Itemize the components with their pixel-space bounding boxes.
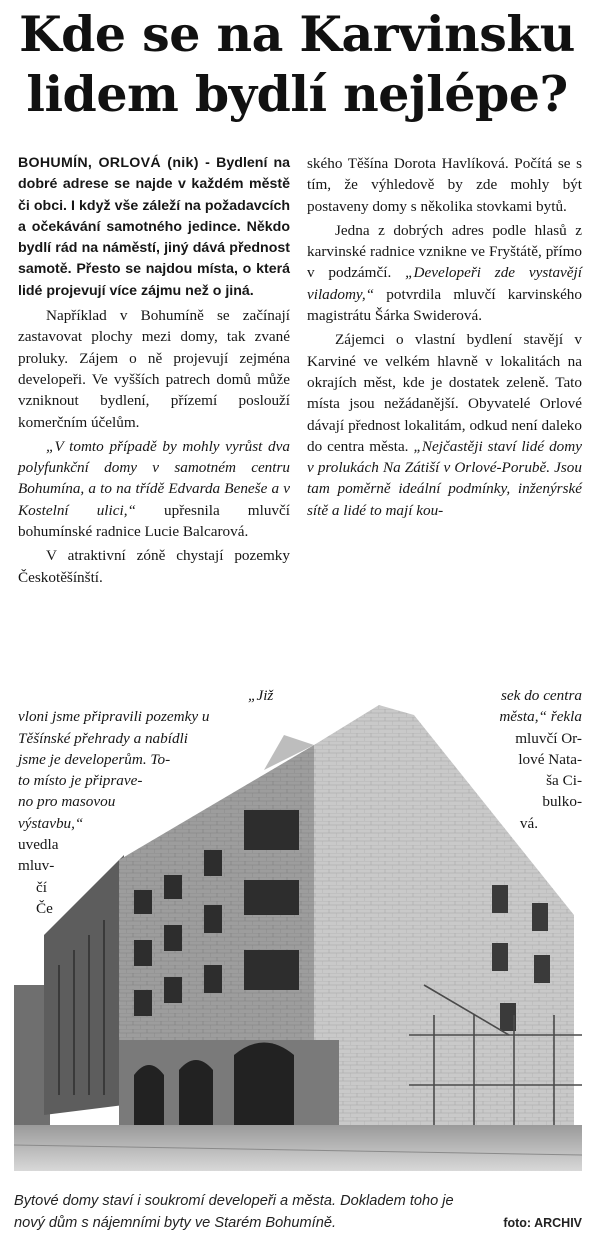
paragraph-2-rest: upřesnila mluvčí bohumínské radnice Lucie Balcarová. [18, 501, 290, 541]
paragraph-1: Například v Bohumíně se začínají zastavovat plochy mezi domy, tak zvané proluky. Zájem o ně projevují zejména developeři. Ve vyšších patrech domů může vzniknout bydlení, přízemí poslouží komerčním účelům. [18, 307, 290, 431]
flow-right-line-4: lové Nata- [518, 750, 582, 768]
paragraph-3: V atraktivní zóně chystají pozemky Českotěšínští. [18, 547, 290, 586]
paragraph-r3-start: Zájemci o vlastní bydlení stavějí v Karviné ve velkém hlavně v lokalitách na okrajích měst, kde je dostatek zeleně. Tato místa jsou nežádanější. Obyvatelé Orlové dávají přednost lokalitám, odkud není daleko do centra města. [307, 331, 582, 455]
headline-line-1: Kde se na Karvinsku [19, 5, 575, 63]
flow-left-line-4: jsme je developerům. To- [18, 750, 171, 768]
paragraph-r2-start: Jedna z dobrých adres podle hlasů z karvinské radnice vznikne ve Fryštátě, přímo v podzámčí. [307, 221, 582, 282]
article-lead [18, 153, 290, 302]
quote-balcarova: „V tomto případě by mohly vyrůst dva polyfunkční domy v samotném centru Bohumína, a to na třídě Edvarda Beneše a v Kostelní ulici,“ [18, 437, 290, 519]
paragraph-2 [18, 436, 290, 542]
flow-left-line-10: čí [36, 878, 47, 896]
flow-right-line-2-quote: města,“ řekla [499, 708, 582, 726]
caption-line-1: Bytové domy staví i soukromí developeři a města. Dokladem toho je [14, 1193, 454, 1209]
flow-text-right [400, 685, 582, 834]
flow-right-line-7: vá. [519, 814, 538, 832]
paragraph-r2-end: potvrdila mluvčí karvinského magistrátu Šárka Swiderová. [307, 285, 582, 325]
lead-text: Bydlení na dobré adrese se najde v každém městě či obci. I když vše záleží na požadavcích a očekávání samotného jedince. Někdo bydlí rád na náměstí, jiný dává přednost samotě. Přesto se najdou místa, o která lidé projevují více zájmu než o jiná. [18, 155, 290, 299]
paragraph-r1: ského Těšína Dorota Havlíková. Počítá se s tím, že výhledově by zde mohly být postaveny domy s několika stovkami bytů. [307, 155, 582, 215]
photo-caption [14, 1190, 582, 1234]
caption-line-2: nový dům s nájemními byty ve Starém Bohumíně. [14, 1215, 337, 1231]
flow-left-line-5: to místo je připrave- [18, 772, 143, 790]
photo-credit: foto: ARCHIV [503, 1216, 582, 1230]
flow-left-line-11: Če [36, 899, 53, 917]
dateline: BOHUMÍN, ORLOVÁ (nik) - [18, 155, 211, 171]
flow-right-line-3: mluvčí Or- [515, 729, 582, 747]
flow-left-line-6: no pro masovou [18, 793, 116, 811]
flow-left-line-9: mluv- [18, 857, 55, 875]
quote-swiderova: „Developeři zde vystavějí viladomy,“ [307, 264, 582, 303]
flow-left-line-1: „Již [248, 687, 274, 704]
flow-left-line-2: vloni jsme připravili pozemky u [18, 708, 210, 726]
paragraph-r2 [307, 220, 582, 326]
flow-text-left [18, 685, 273, 919]
flow-left-line-7: výstavbu,“ [18, 814, 84, 832]
flow-right-line-2 [400, 706, 582, 727]
article-column-left [18, 153, 290, 591]
quote-cibulkova: „Nejčastěji staví lidé domy v prolukách Na Zátiší v Orlové-Porubě. Jsou tam poměrně ideální podmínky, inženýrské sítě a lidé to mají kou- [307, 437, 582, 519]
flow-left-line-3: Těšínské přehrady a nabídli [18, 729, 188, 747]
flow-left-line-8: uvedla [18, 836, 59, 854]
flow-right-line-1: sek do centra [501, 687, 582, 704]
article-column-right [307, 153, 582, 524]
flow-right-line-6: bulko- [542, 793, 582, 811]
paragraph-r3 [307, 329, 582, 521]
headline [0, 4, 594, 124]
flow-right-line-5: ša Ci- [546, 772, 582, 790]
headline-line-2: lidem bydlí nejlépe? [26, 65, 568, 123]
